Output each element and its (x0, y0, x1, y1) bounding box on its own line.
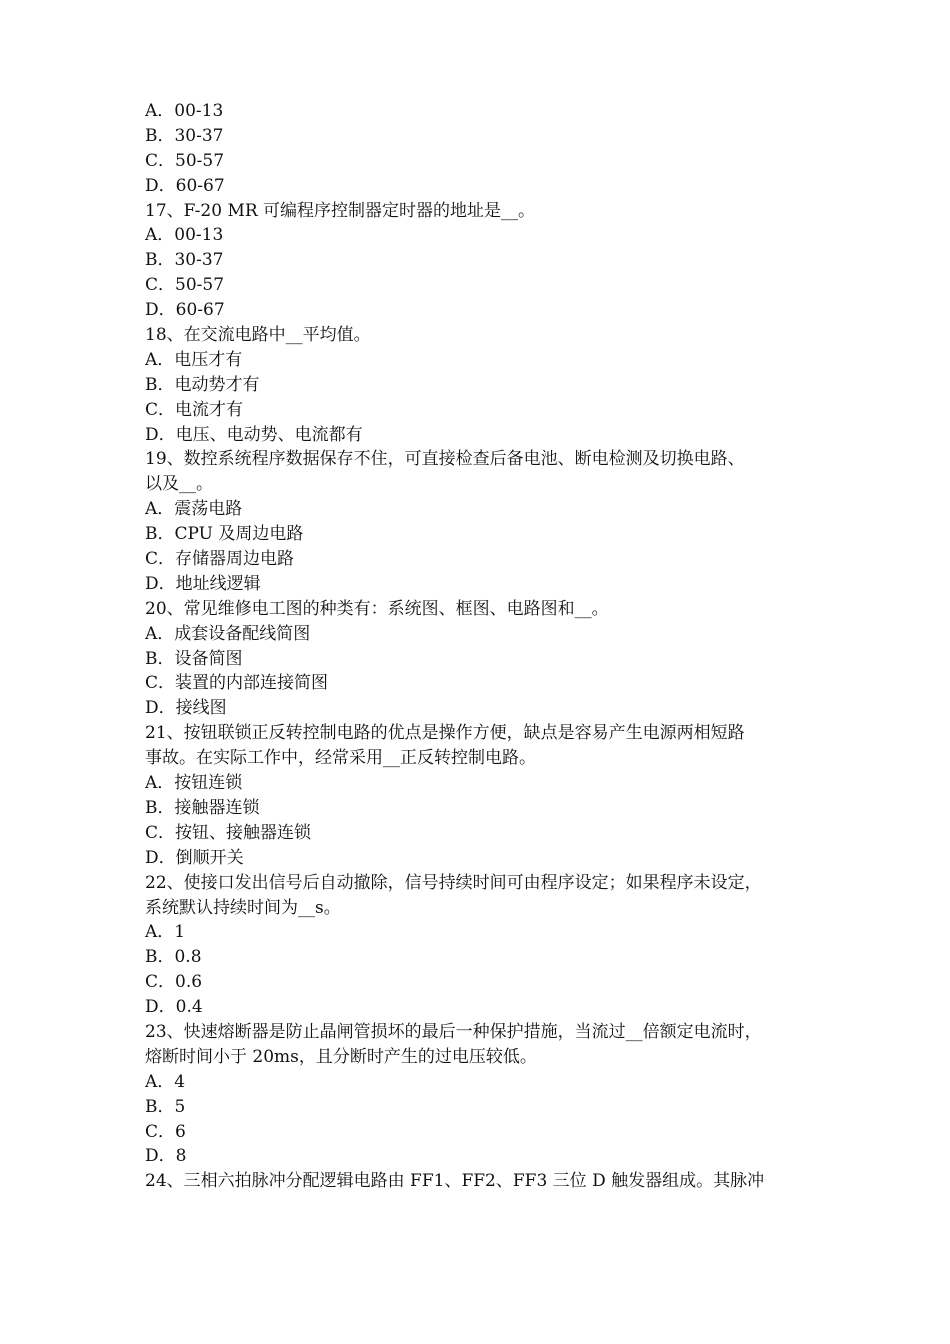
question-24: 24、三相六拍脉冲分配逻辑电路由 FF1、FF2、FF3 三位 D 触发器组成。其脉冲 (145, 1171, 765, 1192)
text-line: B．CPU 及周边电路 (145, 524, 304, 545)
question-19: 19、数控系统程序数据保存不住，可直接检查后备电池、断电检测及切换电路、 (145, 449, 745, 470)
text-line: C．50-57 (145, 150, 225, 171)
question-17: 17、F-20 MR 可编程序控制器定时器的地址是__。 (145, 200, 536, 221)
text-line: D．电压、电动势、电流都有 (145, 424, 363, 445)
text-line: B．接触器连锁 (145, 797, 260, 818)
question-18: 18、在交流电路中__平均值。 (145, 325, 371, 346)
text-line: A．成套设备配线简图 (145, 623, 311, 644)
text-line: B．0.8 (145, 947, 202, 968)
text-line: D．60-67 (145, 175, 225, 196)
text-line: D．60-67 (145, 300, 225, 321)
text-line: C．存储器周边电路 (145, 549, 295, 570)
question-22: 22、使接口发出信号后自动撤除，信号持续时间可由程序设定；如果程序未设定， (145, 872, 762, 893)
text-line: A．震荡电路 (145, 499, 243, 520)
text-line: B．30-37 (145, 125, 224, 146)
question-21: 21、按钮联锁正反转控制电路的优点是操作方便，缺点是容易产生电源两相短路 (145, 723, 745, 744)
text-line: D．地址线逻辑 (145, 573, 261, 594)
text-line: C．50-57 (145, 275, 225, 296)
text-line: C．按钮、接触器连锁 (145, 822, 312, 843)
text-line: B．30-37 (145, 250, 224, 271)
text-line: C．电流才有 (145, 399, 244, 420)
text-line: 熔断时间小于 20ms，且分断时产生的过电压较低。 (145, 1046, 537, 1067)
text-line: D．接线图 (145, 698, 227, 719)
text-line: A．电压才有 (145, 349, 243, 370)
text-line: D．8 (145, 1146, 187, 1167)
document-page (145, 99, 825, 1194)
text-line: C．0.6 (145, 972, 203, 993)
text-line: A．1 (145, 922, 186, 943)
text-line: D．倒顺开关 (145, 847, 244, 868)
question-23: 23、快速熔断器是防止晶闸管损坏的最后一种保护措施，当流过__倍额定电流时， (145, 1021, 762, 1042)
text-line: B．5 (145, 1096, 186, 1117)
text-line: D．0.4 (145, 997, 203, 1018)
text-line: A．00-13 (145, 101, 224, 121)
text-line: A．按钮连锁 (145, 773, 243, 794)
text-line: C．装置的内部连接简图 (145, 673, 329, 694)
text-line: C．6 (145, 1121, 186, 1142)
text-line: B．设备简图 (145, 648, 243, 669)
text-line: A．00-13 (145, 225, 224, 246)
question-20: 20、常见维修电工图的种类有：系统图、框图、电路图和__。 (145, 598, 609, 619)
text-line: 系统默认持续时间为__s。 (145, 897, 341, 918)
text-line: A．4 (145, 1071, 186, 1092)
text-line: 事故。在实际工作中，经常采用__正反转控制电路。 (145, 748, 536, 769)
text-line: B．电动势才有 (145, 374, 260, 395)
text-line: 以及__。 (145, 474, 213, 495)
